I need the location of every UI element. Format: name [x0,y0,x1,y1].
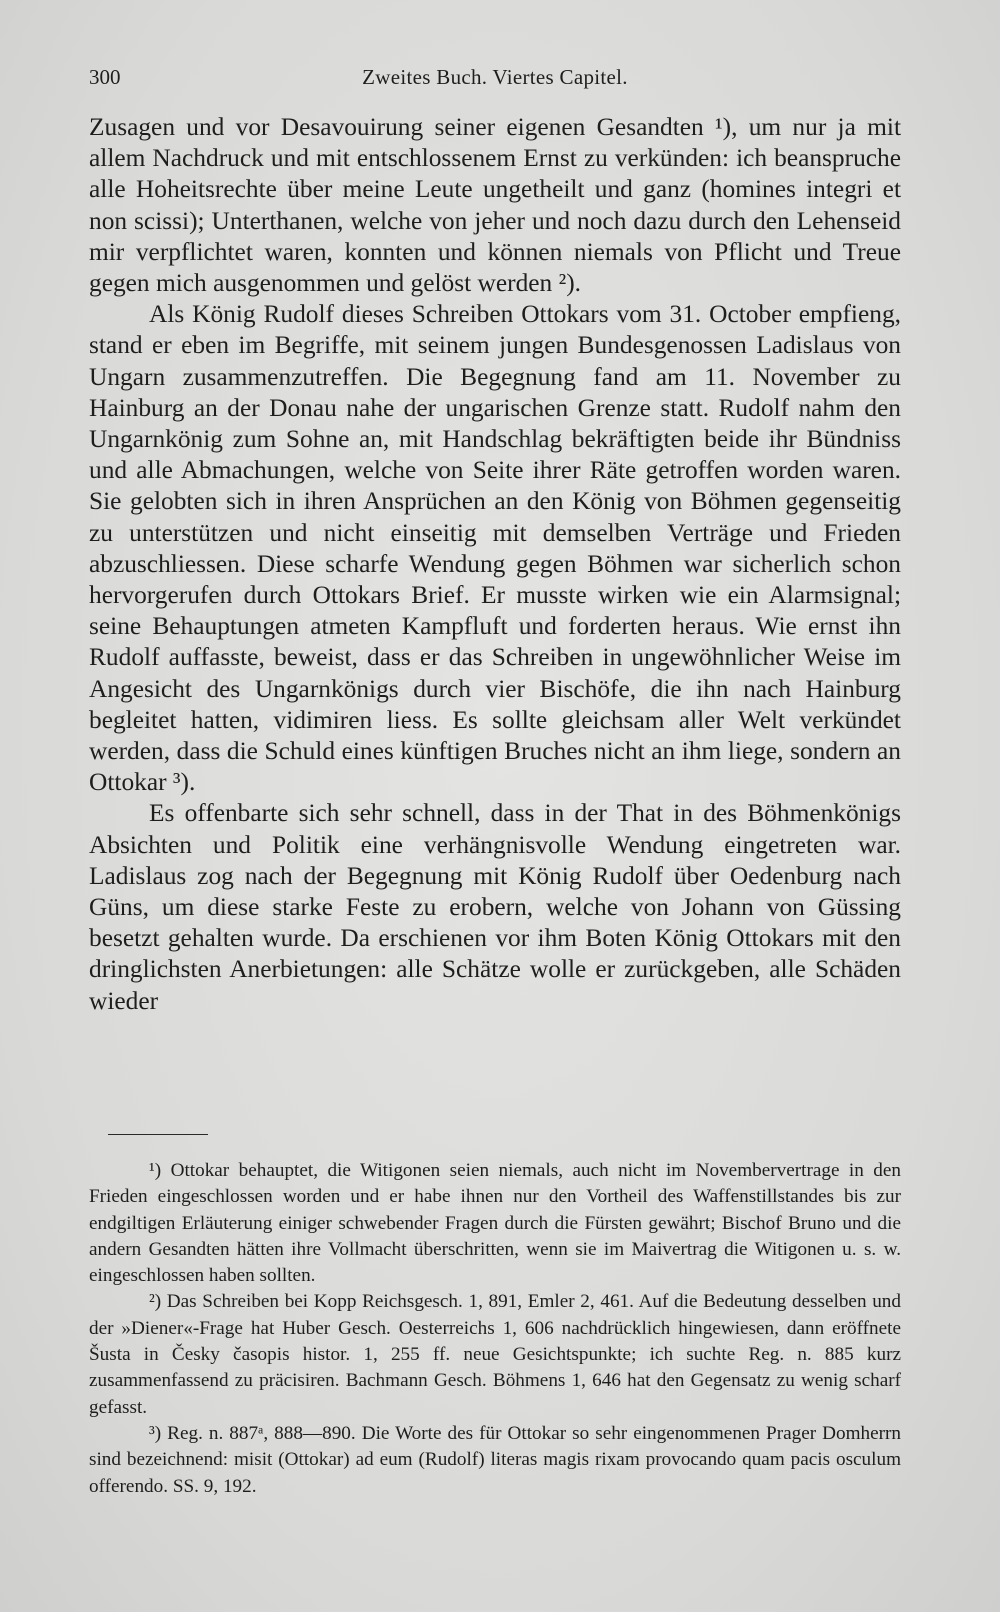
page-number: 300 [89,65,121,89]
paragraph: Es offenbarte sich sehr schnell, dass in der That in des Böhmenkönigs Absichten und Politik eine verhängnisvolle Wendung eingetreten war. Ladislaus zog nach der Begegnung mit König Rudolf über Oedenburg nach Güns, um diese starke Feste zu erobern, welche von Johann von Güssing besetzt gehalten wurde. Da erschienen vor ihm Boten König Ottokars mit den dringlichsten Anerbietungen: alle Schätze wolle er zurückgeben, alle Schäden wieder [89,799,901,1015]
footnote: ²) Das Schreiben bei Kopp Reichsgesch. 1, 891, Emler 2, 461. Auf die Bedeutung desselben und der »Diener«-Frage hat Huber Gesch. Oesterreichs 1, 606 nachdrücklich hingewiesen, dann eröffnete Šusta in Česky časopis histor. 1, 255 ff. neue Gesichtspunkte; ich suchte Reg. n. 885 kurz zusammenfassend zu präcisiren. Bachmann Gesch. Böhmens 1, 646 hat den Gegensatz zu wenig scharf gefasst. [89,1291,901,1418]
paragraph: Zusagen und vor Desavouirung seiner eigenen Gesandten ¹), um nur ja mit allem Nachdruck und mit entschlossenem Ernst zu verkünden: ich beanspruche alle Hoheitsrechte über meine Leute ungetheilt und ganz (homines integri et non scissi); Unterthanen, welche von jeher und noch dazu durch den Lehenseid mir verpflichtet waren, konnten und können niemals von Pflicht und Treue gegen mich ausgenommen und gelöst werden ²). [89,113,901,298]
footnote: ¹) Ottokar behauptet, die Witigonen seien niemals, auch nicht im Novembervertrage in den Frieden eingeschlossen worden und er habe ihnen nur den Vortheil des Waffenstillstandes bis zur endgiltigen Erläuterung einiger schwebender Fragen durch die Fürsten gewährt; Bischof Bruno und die andern Gesandten hätten ihre Vollmacht überschritten, wenn sie im Maivertrag die Witigonen u. s. w. eingeschlossen haben sollten. [89,1160,901,1287]
footnote-divider [108,1134,208,1135]
page-header [89,62,901,92]
paragraph: Als König Rudolf dieses Schreiben Ottokars vom 31. October empfieng, stand er eben im Begriffe, mit seinem jungen Bundesgenossen Ladislaus von Ungarn zusammenzutreffen. Die Begegnung fand am 11. November zu Hainburg an der Donau nahe der ungarischen Grenze statt. Rudolf nahm den Ungarnkönig zum Sohne an, mit Handschlag bekräftigten beide ihr Bündniss und alle Abmachungen, welche von Seite ihrer Räte getroffen worden waren. Sie gelobten sich in ihren Ansprüchen an den König von Böhmen gegenseitig zu unterstützen und nicht einseitig mit demselben Verträge und Frieden abzuschliessen. Diese scharfe Wendung gegen Böhmen war sicherlich schon hervorgerufen durch Ottokars Brief. Er musste wirken wie ein Alarmsignal; seine Behauptungen atmeten Kampfluft und forderten heraus. Wie ernst ihn Rudolf auffasste, beweist, dass er das Schreiben in ungewöhnlicher Weise im Angesicht des Ungarnkönigs durch vier Bischöfe, die ihn nach Hainburg begleitet hatten, vidimiren liess. Es sollte gleichsam aller Welt verkündet werden, dass die Schuld eines künftigen Bruches nicht an ihm liege, sondern an Ottokar ³). [89,300,901,797]
footnotes [89,1158,901,1500]
running-title: Zweites Buch. Viertes Capitel. [362,65,628,89]
main-text [89,112,901,1017]
footnote: ³) Reg. n. 887ᵃ, 888—890. Die Worte des für Ottokar so sehr eingenommenen Prager Domherrn sind bezeichnend: misit (Ottokar) ad eum (Rudolf) literas magis rixam provocando quam pacis osculum offerendo. SS. 9, 192. [89,1422,901,1497]
